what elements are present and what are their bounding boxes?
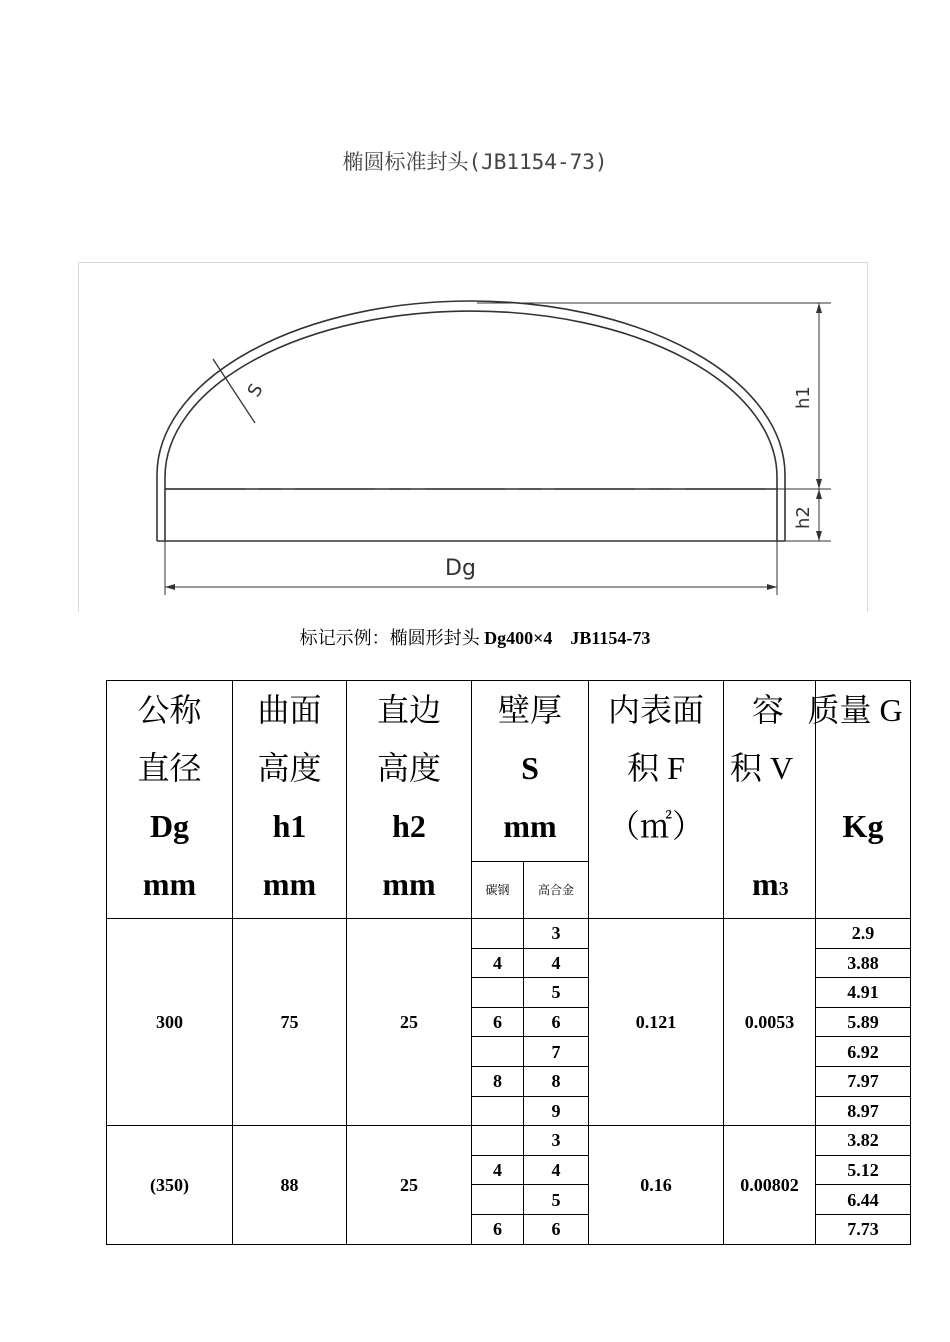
cell-s-carbon [472,1096,524,1126]
cell-g: 3.88 [816,948,911,978]
cell-s-alloy: 5 [524,978,589,1008]
cell-g: 3.82 [816,1126,911,1156]
cell-f: 0.121 [589,919,724,1126]
cell-g: 6.92 [816,1037,911,1067]
cell-g: 4.91 [816,978,911,1008]
cell-f: 0.16 [589,1126,724,1244]
label-h1: h1 [793,386,814,409]
cell-g: 5.12 [816,1155,911,1185]
head-diagram-svg [79,263,867,613]
header-s-carbon: 碳钢 [472,862,524,919]
cell-s-alloy: 5 [524,1185,589,1215]
spec-table [106,680,911,1245]
cell-s-alloy: 8 [524,1066,589,1096]
dg-arrow-right [767,584,777,590]
dg-arrow-left [165,584,175,590]
cell-dg: (350) [107,1126,233,1244]
label-h2: h2 [793,506,814,529]
cell-s-carbon [472,1126,524,1156]
label-dg: Dg [445,556,476,581]
cell-h2: 25 [347,919,472,1126]
h2-arrow-top [816,489,822,499]
cell-dg: 300 [107,919,233,1126]
cell-s-carbon [472,919,524,949]
cell-g: 2.9 [816,919,911,949]
cell-s-alloy: 9 [524,1096,589,1126]
label-s: S [243,380,268,401]
elliptical-head-drawing [78,262,868,612]
cell-s-carbon [472,1185,524,1215]
h2-arrow-bottom [816,531,822,541]
cell-s-alloy: 3 [524,1126,589,1156]
cell-v: 0.0053 [724,919,816,1126]
header-v: 容 积 V m3 [724,681,816,919]
header-dg: 公称 直径 Dg mm [107,681,233,919]
header-f: 内表面 积 F （㎡） [589,681,724,919]
marking-example-caption [0,624,950,650]
inner-shell-arc [165,311,777,489]
h1-arrow-top [816,303,822,313]
cell-h1: 75 [233,919,347,1126]
table-row [107,1126,911,1156]
page-title: 椭圆标准封头(JB1154-73) [342,150,608,174]
cell-g: 7.73 [816,1214,911,1244]
cell-s-carbon: 4 [472,948,524,978]
cell-s-carbon: 4 [472,1155,524,1185]
cell-s-alloy: 4 [524,1155,589,1185]
cell-h2: 25 [347,1126,472,1244]
header-h1: 曲面 高度 h1 mm [233,681,347,919]
cell-s-carbon: 8 [472,1066,524,1096]
cell-s-carbon [472,1037,524,1067]
cell-s-alloy: 6 [524,1007,589,1037]
cell-g: 5.89 [816,1007,911,1037]
cell-s-alloy: 3 [524,919,589,949]
cell-g: 8.97 [816,1096,911,1126]
cell-s-alloy: 6 [524,1214,589,1244]
h1-arrow-bottom [816,479,822,489]
cell-s-alloy: 4 [524,948,589,978]
table-row [107,919,911,949]
cell-s-carbon: 6 [472,1214,524,1244]
cell-s-carbon: 6 [472,1007,524,1037]
header-h2: 直边 高度 h2 mm [347,681,472,919]
cell-s-alloy: 7 [524,1037,589,1067]
cell-g: 6.44 [816,1185,911,1215]
cell-s-carbon [472,978,524,1008]
header-g: 质量 G Kg [816,681,911,919]
cell-g: 7.97 [816,1066,911,1096]
header-s: 壁厚 S mm [472,681,589,862]
cell-h1: 88 [233,1126,347,1244]
caption-code: Dg400×4 JB1154-73 [479,628,651,648]
caption-prefix: 标记示例：椭圆形封头 [299,628,480,649]
header-s-alloy: 高合金 [524,862,589,919]
cell-v: 0.00802 [724,1126,816,1244]
